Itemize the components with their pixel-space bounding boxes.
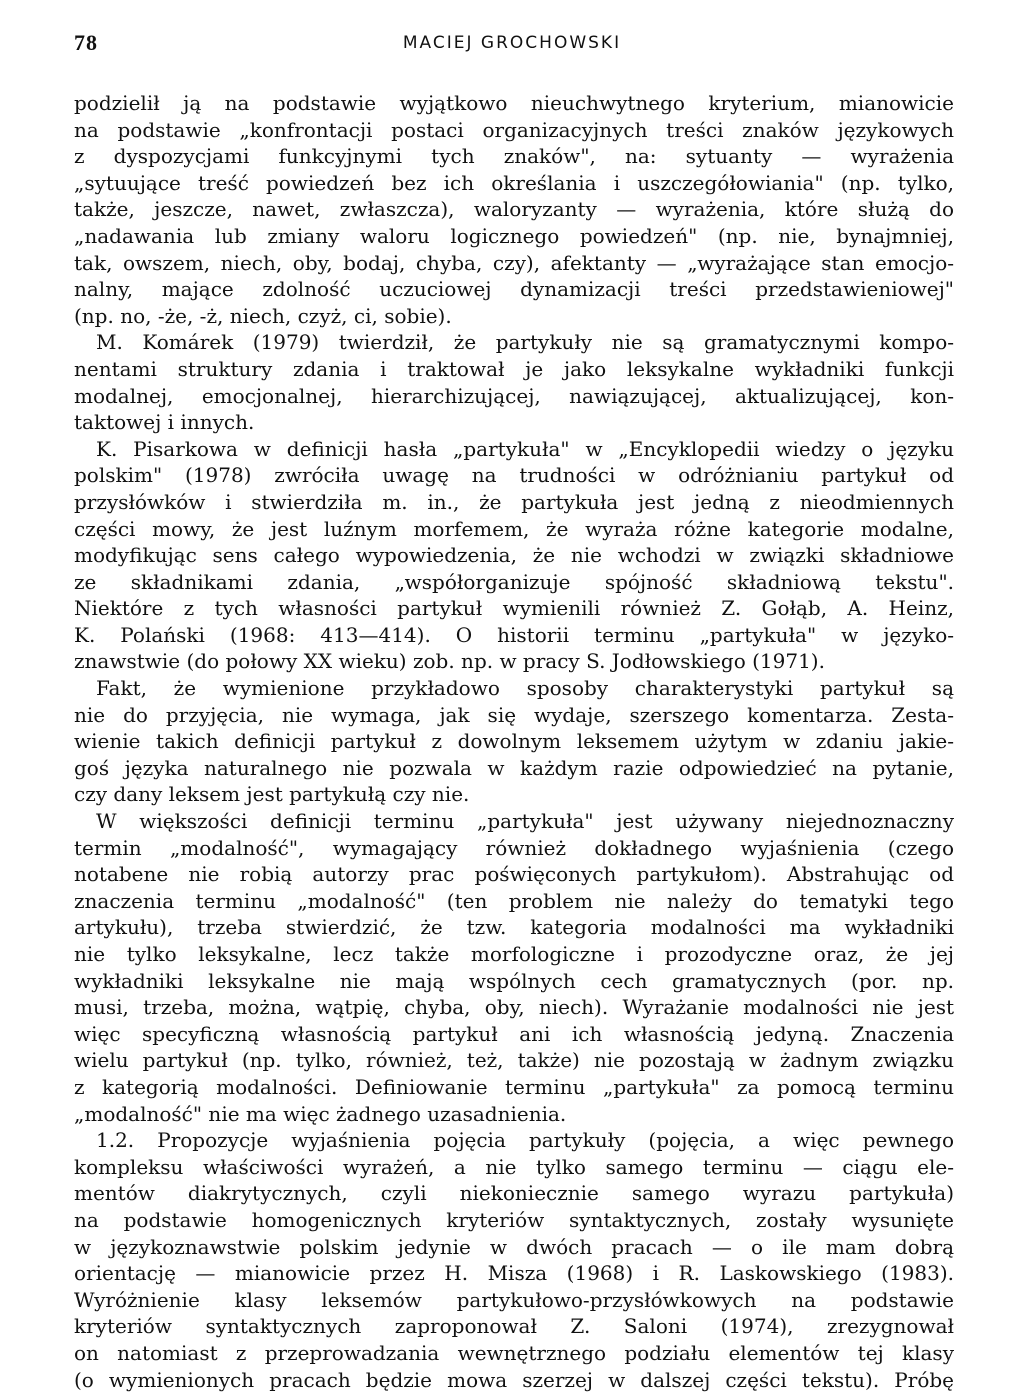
text-line: znawstwie (do połowy XX wieku) zob. np. w pracy S. Jodłowskiego (1971).: [74, 648, 954, 675]
text-line: 1.2. Propozycje wyjaśnienia pojęcia partykuły (pojęcia, a więc pewnego: [74, 1127, 954, 1154]
running-head: MACIEJ GROCHOWSKI: [74, 33, 950, 53]
page-number: 78: [74, 30, 98, 56]
text-line: na podstawie „konfrontacji postaci organizacyjnych treści znaków językowych: [74, 117, 954, 144]
body-text: [74, 90, 954, 1393]
text-line: znaczenia terminu „modalność" (ten problem nie należy do tematyki tego: [74, 888, 954, 915]
text-line: artykułu), trzeba stwierdzić, że tzw. kategoria modalności ma wykładniki: [74, 914, 954, 941]
text-line: przysłówków i stwierdziła m. in., że partykuła jest jedną z nieodmiennych: [74, 489, 954, 516]
text-line: nie do przyjęcia, nie wymaga, jak się wydaje, szerszego komentarza. Zesta-: [74, 702, 954, 729]
text-line: tak, owszem, niech, oby, bodaj, chyba, czy), afektanty — „wyrażające stan emocjo-: [74, 250, 954, 277]
text-line: „modalność" nie ma więc żadnego uzasadnienia.: [74, 1101, 954, 1128]
text-line: Wyróżnienie klasy leksemów partykułowo-przysłówkowych na podstawie: [74, 1287, 954, 1314]
text-line: goś języka naturalnego nie pozwala w każdym razie odpowiedzieć na pytanie,: [74, 755, 954, 782]
text-line: kompleksu właściwości wyrażeń, a nie tylko samego terminu — ciągu ele-: [74, 1154, 954, 1181]
text-line: na podstawie homogenicznych kryteriów syntaktycznych, zostały wysunięte: [74, 1207, 954, 1234]
text-line: „sytuujące treść powiedzeń bez ich określania i uszczegółowiania" (np. tylko,: [74, 170, 954, 197]
text-line: musi, trzeba, można, wątpię, chyba, oby, niech). Wyrażanie modalności nie jest: [74, 994, 954, 1021]
text-line: Niektóre z tych własności partykuł wymienili również Z. Gołąb, A. Heinz,: [74, 595, 954, 622]
text-line: kryteriów syntaktycznych zaproponował Z. Saloni (1974), zrezygnował: [74, 1313, 954, 1340]
text-line: orientację — mianowicie przez H. Misza (1968) i R. Laskowskiego (1983).: [74, 1260, 954, 1287]
text-line: K. Pisarkowa w definicji hasła „partykuła" w „Encyklopedii wiedzy o języku: [74, 436, 954, 463]
text-line: podzielił ją na podstawie wyjątkowo nieuchwytnego kryterium, mianowicie: [74, 90, 954, 117]
text-line: z dyspozycjami funkcyjnymi tych znaków", na: sytuanty — wyrażenia: [74, 143, 954, 170]
text-line: wienie takich definicji partykuł z dowolnym leksemem użytym w zdaniu jakie-: [74, 728, 954, 755]
text-line: więc specyficzną własnością partykuł ani ich własnością jedyną. Znaczenia: [74, 1021, 954, 1048]
text-line: modalnej, emocjonalnej, hierarchizującej, nawiązującej, aktualizującej, kon-: [74, 383, 954, 410]
text-line: z kategorią modalności. Definiowanie terminu „partykuła" za pomocą terminu: [74, 1074, 954, 1101]
page-header: [74, 30, 950, 64]
text-line: on natomiast z przeprowadzania wewnętrznego podziału elementów tej klasy: [74, 1340, 954, 1367]
text-line: taktowej i innych.: [74, 409, 954, 436]
text-line: części mowy, że jest luźnym morfemem, że wyraża różne kategorie modalne,: [74, 516, 954, 543]
text-line: notabene nie robią autorzy prac poświęconych partykułom). Abstrahując od: [74, 861, 954, 888]
text-line: nalny, mające zdolność uczuciowej dynamizacji treści przedstawieniowej": [74, 276, 954, 303]
text-line: w językoznawstwie polskim jedynie w dwóch pracach — o ile mam dobrą: [74, 1234, 954, 1261]
text-line: wielu partykuł (np. tylko, również, też, także) nie pozostają w żadnym związku: [74, 1047, 954, 1074]
text-line: także, jeszcze, nawet, zwłaszcza), waloryzanty — wyrażenia, które służą do: [74, 196, 954, 223]
text-line: M. Komárek (1979) twierdził, że partykuły nie są gramatycznymi kompo-: [74, 329, 954, 356]
text-line: mentów diakrytycznych, czyli niekoniecznie samego wyrazu partykuła): [74, 1180, 954, 1207]
text-line: modyfikując sens całego wypowiedzenia, że nie wchodzi w związki składniowe: [74, 542, 954, 569]
text-line: „nadawania lub zmiany waloru logicznego powiedzeń" (np. nie, bynajmniej,: [74, 223, 954, 250]
text-line: termin „modalność", wymagający również dokładnego wyjaśnienia (czego: [74, 835, 954, 862]
text-line: W większości definicji terminu „partykuła" jest używany niejednoznaczny: [74, 808, 954, 835]
text-line: wykładniki leksykalne nie mają wspólnych cech gramatycznych (por. np.: [74, 968, 954, 995]
text-line: (o wymienionych pracach będzie mowa szerzej w dalszej części tekstu). Próbę: [74, 1367, 954, 1393]
text-line: Fakt, że wymienione przykładowo sposoby charakterystyki partykuł są: [74, 675, 954, 702]
text-line: czy dany leksem jest partykułą czy nie.: [74, 781, 954, 808]
text-line: nentami struktury zdania i traktował je jako leksykalne wykładniki funkcji: [74, 356, 954, 383]
text-line: nie tylko leksykalne, lecz także morfologiczne i prozodyczne oraz, że jej: [74, 941, 954, 968]
text-line: (np. no, -że, -ż, niech, czyż, ci, sobie).: [74, 303, 954, 330]
text-line: polskim" (1978) zwróciła uwagę na trudności w odróżnianiu partykuł od: [74, 462, 954, 489]
text-line: ze składnikami zdania, „współorganizuje spójność składniową tekstu".: [74, 569, 954, 596]
text-line: K. Polański (1968: 413—414). O historii terminu „partykuła" w języko-: [74, 622, 954, 649]
